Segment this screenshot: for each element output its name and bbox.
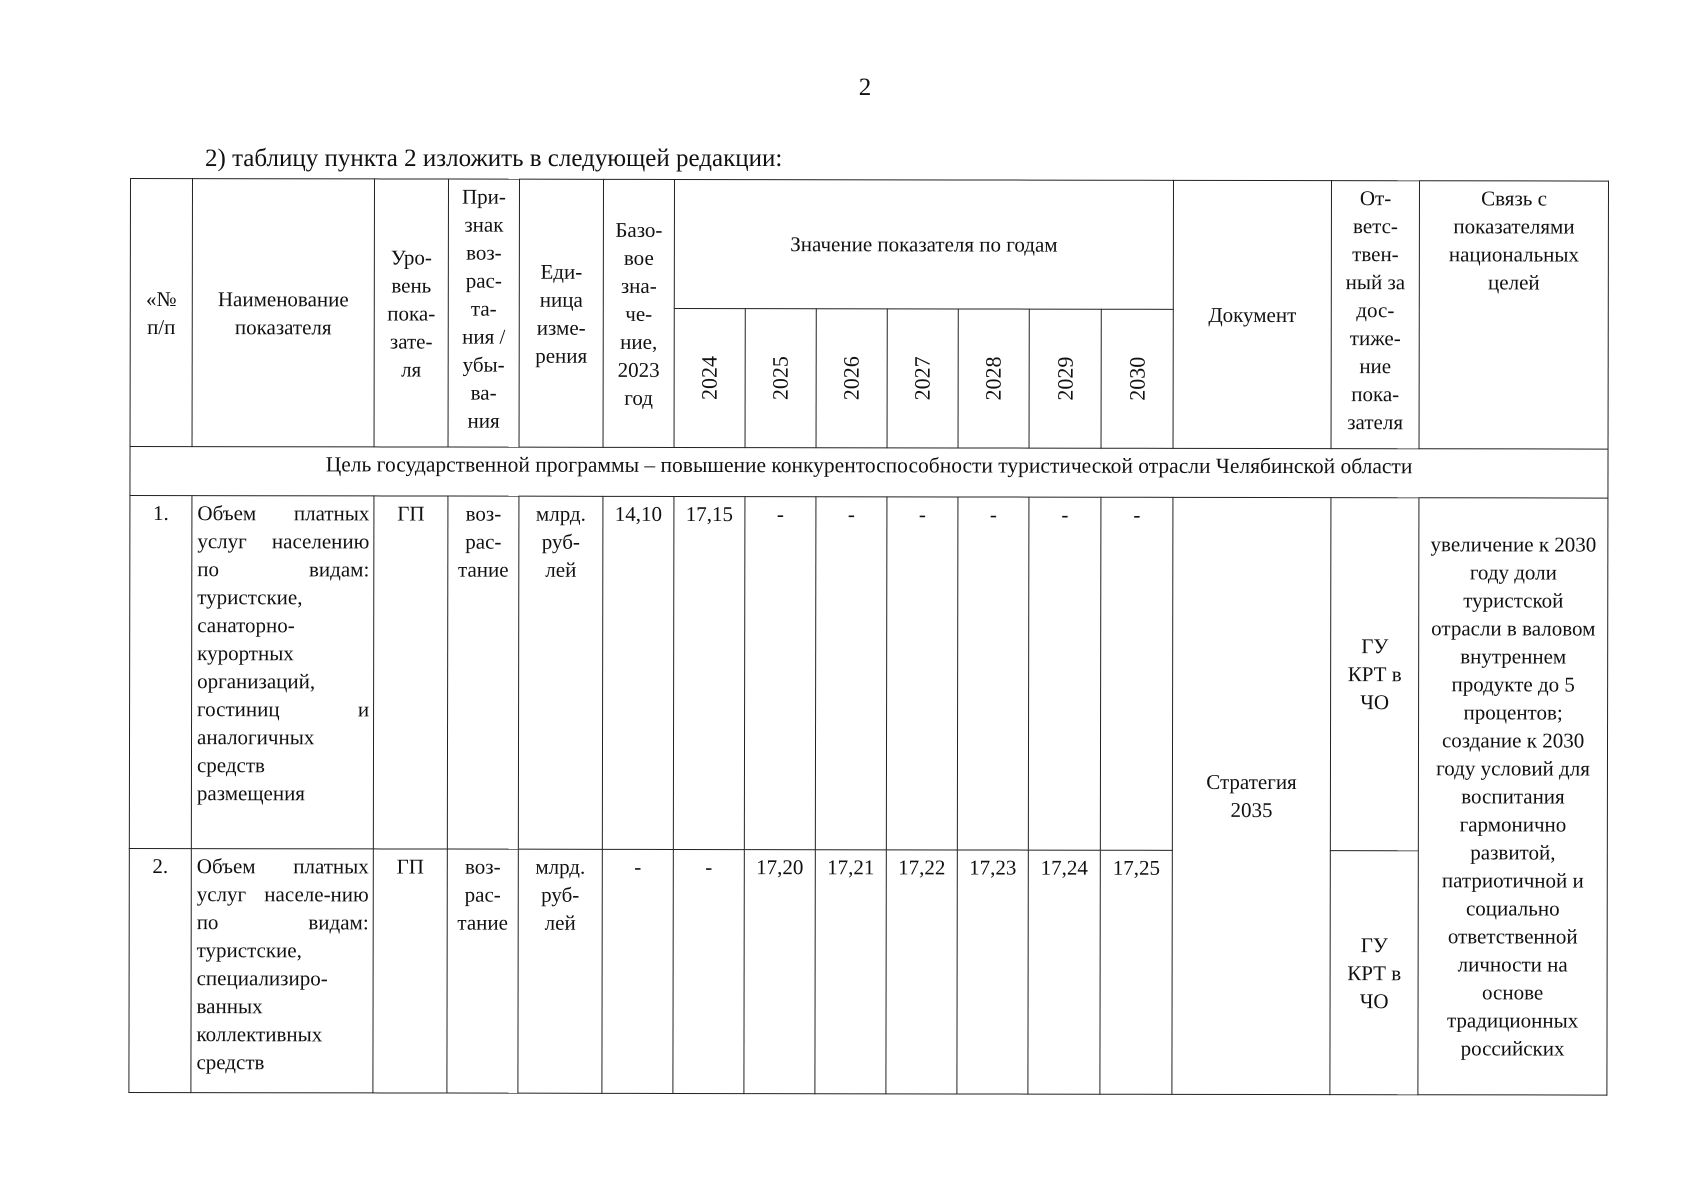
header-row-1 (130, 179, 1608, 311)
header-base: Базо- вое зна- че- ние, 2023 год (603, 179, 674, 447)
row-sign: воз- рас- тание (447, 496, 519, 849)
header-level: Уро- вень пока- зате- ля (374, 179, 448, 447)
row-num: 1. (129, 496, 192, 849)
document-cell: Стратегия 2035 (1172, 497, 1331, 1094)
row-value: 17,25 (1100, 850, 1172, 1094)
row-value: - (886, 497, 958, 850)
goal-row (130, 447, 1608, 499)
header-sign: При- знак воз- рас- та- ния / убы- ва- ния (448, 179, 519, 447)
row-unit: млрд. руб- лей (518, 849, 602, 1093)
header-years-group: Значение показателя по годам (674, 179, 1173, 309)
row-sign: воз- рас- тание (447, 849, 518, 1093)
row-value: 17,22 (886, 850, 957, 1094)
table-row (129, 848, 1607, 1095)
page-number: 2 (858, 74, 872, 101)
header-link: Связь с показателями национальных целей (1419, 181, 1608, 449)
row-num: 2. (129, 848, 191, 1092)
row-level: ГП (373, 496, 448, 849)
row-value: - (744, 497, 816, 850)
header-name: Наименование показателя (192, 179, 374, 447)
row-value: 17,21 (815, 850, 886, 1094)
row-value: 17,15 (673, 496, 745, 849)
indicators-table (128, 178, 1609, 1096)
row-base: - (602, 849, 673, 1093)
table-row (129, 496, 1608, 852)
header-unit: Еди- ница изме- рения (519, 179, 603, 447)
row-value: 17,24 (1028, 850, 1100, 1094)
header-responsible: От- ветс- твен- ный за дос- тиже- ние пока- зателя (1331, 181, 1419, 449)
header-year: 2026 (816, 309, 887, 448)
intro-text: 2) таблицу пункта 2 изложить в следующей редакции: (205, 145, 783, 172)
header-year: 2024 (674, 308, 745, 447)
header-year: 2028 (958, 309, 1029, 448)
row-value: - (1100, 497, 1173, 850)
row-value: 17,20 (744, 850, 815, 1094)
row-value: - (957, 497, 1029, 850)
header-year: 2027 (887, 309, 958, 448)
header-year: 2029 (1029, 309, 1101, 448)
row-name: Объем платных услуг населению по видам: туристские, санаторно-курортных организаций, гостиниц и аналогичных средств размещения (191, 496, 374, 849)
header-num: «№ п/п (130, 179, 192, 447)
row-value: 17,23 (957, 850, 1028, 1094)
program-goal: Цель государственной программы – повышение конкурентоспособности туристической отрасли Челябинской области (130, 447, 1608, 499)
row-value: - (1028, 497, 1101, 850)
row-base: 14,10 (602, 496, 674, 849)
row-level: ГП (373, 849, 447, 1093)
national-goals-link: увеличение к 2030 году доли туристской отрасли в валовом внутреннем продукте до 5 процентов; создание к 2030 году условий для воспитания гармонично развитой, патриотичной и социально ответственной личности на основе традиционных российских (1418, 498, 1608, 1095)
row-value: - (815, 497, 887, 850)
header-year: 2030 (1101, 309, 1173, 448)
header-document: Документ (1173, 180, 1331, 448)
row-responsible: ГУ КРТ в ЧО (1330, 851, 1418, 1095)
row-unit: млрд. руб- лей (518, 496, 603, 849)
row-name: Объем платных услуг населе-нию по видам: туристские, специализиро-ванных коллективных средств (191, 849, 373, 1093)
row-value: - (673, 849, 744, 1093)
header-year: 2025 (745, 309, 816, 448)
row-responsible: ГУ КРТ в ЧО (1330, 498, 1419, 851)
